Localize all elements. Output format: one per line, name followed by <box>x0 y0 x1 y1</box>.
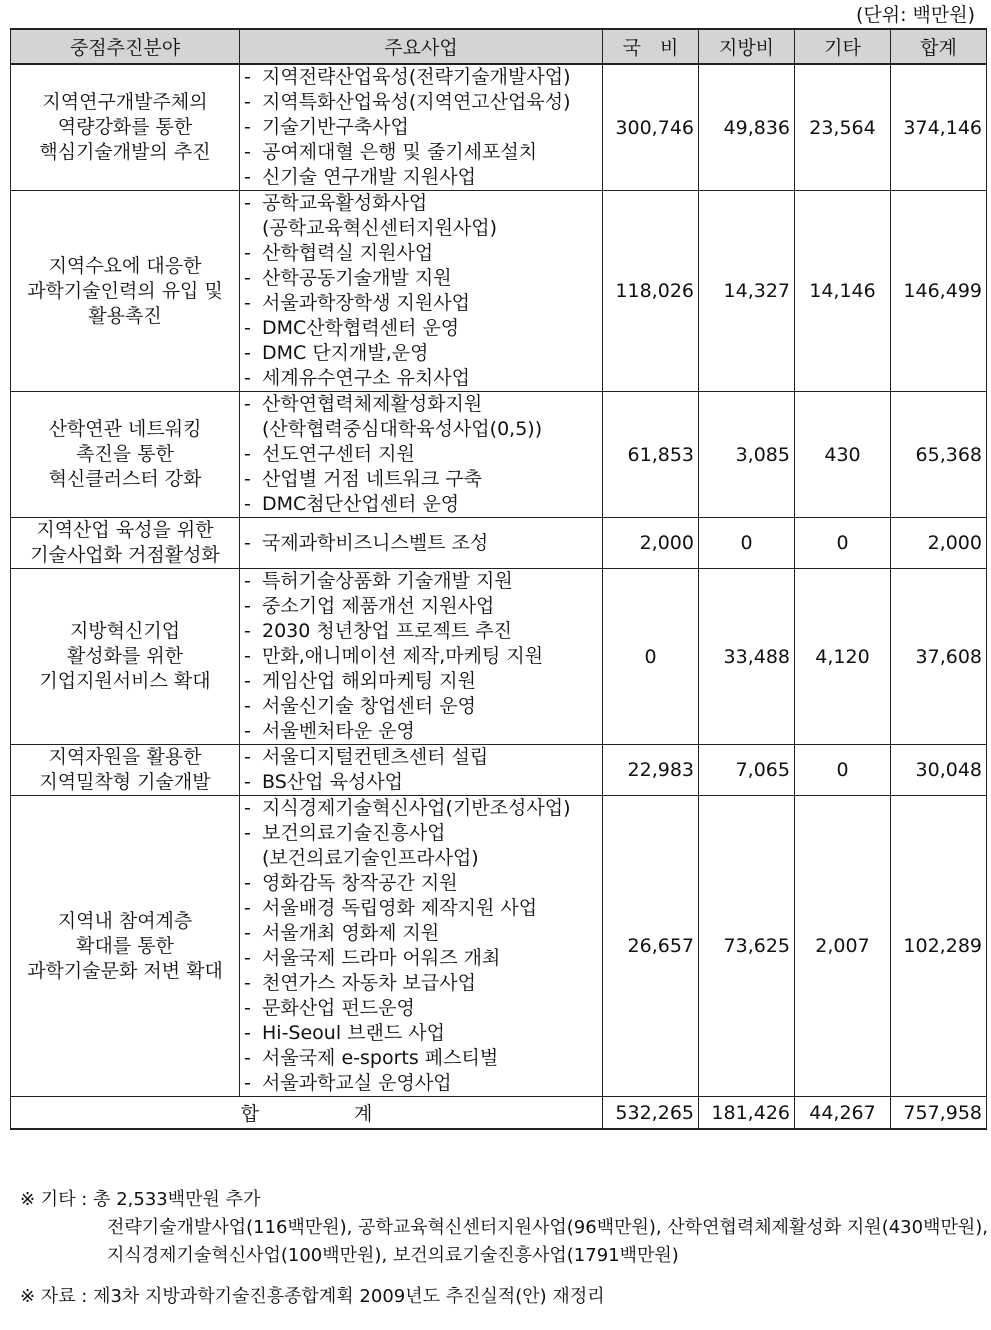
list-item <box>244 392 598 417</box>
total-cell: 146,499 <box>891 191 987 392</box>
project-name: 서울벤처타운 운영 <box>262 720 415 742</box>
list-item <box>244 745 598 770</box>
list-item <box>244 1046 598 1071</box>
list-item <box>244 569 598 594</box>
bullet-dash: - <box>244 1047 251 1069</box>
local-cell: 3,085 <box>699 392 795 518</box>
field-line: 역량강화를 통한 <box>57 116 193 138</box>
project-name: 중소기업 제품개선 지원사업 <box>262 595 495 617</box>
project-name: 선도연구센터 지원 <box>262 443 415 465</box>
project-name: (공학교육혁신센터지원사업) <box>262 217 498 239</box>
local-cell: 49,836 <box>699 64 795 191</box>
bullet-dash: - <box>244 1072 251 1094</box>
field-cell <box>11 796 240 1097</box>
project-cell <box>240 191 603 392</box>
project-name: 만화,애니메이션 제작,마케팅 지원 <box>262 645 544 667</box>
project-name: DMC첨단산업센터 운영 <box>262 493 460 515</box>
list-item <box>244 921 598 946</box>
list-item <box>244 946 598 971</box>
bullet-dash: - <box>244 493 251 515</box>
list-item <box>244 594 598 619</box>
note-line-2: 전략기술개발사업(116백만원), 공학교육혁신센터지원사업(96백만원), 산학연협력체제활성화 지원(430백만원), <box>107 1217 988 1238</box>
field-line: 지역연구개발주체의 <box>42 91 208 113</box>
project-name: 서울배경 독립영화 제작지원 사업 <box>262 897 538 919</box>
project-name: 서울디지털컨텐츠센터 설립 <box>262 746 489 768</box>
bullet-dash: - <box>244 670 251 692</box>
field-line: 과학기술문화 저변 확대 <box>27 959 223 982</box>
unit-label: (단위: 백만원) <box>855 4 975 26</box>
list-item <box>244 90 598 115</box>
project-name: 서울국제 e-sports 페스티벌 <box>262 1047 499 1069</box>
project-name: 문화산업 펀드운영 <box>262 997 415 1019</box>
project-name: 서울과학장학생 지원사업 <box>262 292 470 314</box>
table-row <box>11 191 987 392</box>
list-item <box>244 669 598 694</box>
field-line: 기업지원서비스 확대 <box>39 670 211 692</box>
field-line: 기술사업화 거점활성화 <box>30 544 220 566</box>
project-name: DMC산학협력센터 운영 <box>262 317 460 339</box>
bullet-dash: - <box>244 342 251 364</box>
list-item <box>244 971 598 996</box>
total-local: 181,426 <box>699 1097 795 1130</box>
national-cell: 118,026 <box>603 191 699 392</box>
list-item <box>244 821 598 846</box>
field-line: 지역수요에 대응한 <box>48 254 202 277</box>
other-cell: 430 <box>795 392 891 518</box>
table-row <box>11 392 987 518</box>
field-line: 산학연관 네트워킹 <box>48 418 202 440</box>
list-item <box>244 341 598 366</box>
total-cell: 102,289 <box>891 796 987 1097</box>
list-item <box>244 241 598 266</box>
table-row <box>11 796 987 1097</box>
list-item <box>244 896 598 921</box>
list-item <box>244 291 598 316</box>
project-list <box>244 392 598 517</box>
bullet-dash: - <box>244 897 251 919</box>
field-cell <box>11 64 240 191</box>
project-cell <box>240 392 603 518</box>
field-line: 지방혁신기업 <box>69 620 181 642</box>
project-name: 산학연협력체제활성화지원 <box>262 393 483 415</box>
list-item <box>244 366 598 391</box>
field-cell <box>11 745 240 796</box>
list-item <box>244 65 598 90</box>
other-cell: 0 <box>795 745 891 796</box>
bullet-dash: - <box>244 771 251 793</box>
national-cell: 2,000 <box>603 518 699 569</box>
project-name: Hi-Seoul 브랜드 사업 <box>262 1022 445 1044</box>
project-name: 산학협력실 지원사업 <box>262 242 434 264</box>
field-line: 지역내 참여계층 <box>57 909 193 932</box>
list-item <box>244 846 598 871</box>
note-line-1: ※ 기타 : 총 2,533백만원 추가 <box>20 1189 261 1210</box>
bullet-dash: - <box>244 620 251 642</box>
list-item <box>244 417 598 442</box>
field-line: 활용촉진 <box>88 304 162 327</box>
list-item <box>244 140 598 165</box>
total-row <box>11 1097 987 1130</box>
total-cell: 65,368 <box>891 392 987 518</box>
list-item <box>244 492 598 517</box>
project-name: 산업별 거점 네트워크 구축 <box>262 468 483 490</box>
project-name: 지역전략산업육성(전략기술개발사업) <box>262 66 571 88</box>
list-item <box>244 796 598 821</box>
project-name: BS산업 육성사업 <box>262 771 403 793</box>
project-name: 산학공동기술개발 지원 <box>262 267 452 289</box>
project-list <box>244 745 598 795</box>
field-line: 지역산업 육성을 위한 <box>36 519 214 541</box>
bullet-dash: - <box>244 595 251 617</box>
bullet-dash: - <box>244 267 251 289</box>
local-cell: 33,488 <box>699 569 795 745</box>
bullet-dash: - <box>244 468 251 490</box>
table-row <box>11 518 987 569</box>
bullet-dash: - <box>244 91 251 113</box>
project-name: 천연가스 자동차 보급사업 <box>262 972 476 994</box>
project-name: 보건의료기술진흥사업 <box>262 822 446 844</box>
project-name: 세계유수연구소 유치사업 <box>262 367 470 389</box>
project-name: (산학협력중심대학육성사업(0,5)) <box>262 418 543 440</box>
bullet-dash: - <box>244 242 251 264</box>
bullet-dash: - <box>244 531 251 554</box>
total-cell: 2,000 <box>891 518 987 569</box>
list-item <box>244 316 598 341</box>
project-cell <box>240 745 603 796</box>
header-national: 국 비 <box>603 29 699 64</box>
list-item <box>244 770 598 795</box>
project-name: 지식경제기술혁신사업(기반조성사업) <box>262 797 571 819</box>
project-name: 지역특화산업육성(지역연고산업육성) <box>262 91 571 113</box>
field-cell <box>11 569 240 745</box>
list-item <box>244 719 598 744</box>
project-name: 서울국제 드라마 어워즈 개최 <box>262 947 501 969</box>
project-cell <box>240 796 603 1097</box>
national-cell: 300,746 <box>603 64 699 191</box>
header-field: 중점추진분야 <box>11 29 240 64</box>
list-item <box>244 1071 598 1096</box>
bullet-dash: - <box>244 872 251 894</box>
project-list <box>244 796 598 1096</box>
bullet-dash: - <box>244 393 251 415</box>
bullet-dash: - <box>244 947 251 969</box>
list-item <box>244 531 598 556</box>
bullet-dash: - <box>244 1022 251 1044</box>
project-cell <box>240 569 603 745</box>
bullet-dash: - <box>244 166 251 188</box>
field-cell <box>11 392 240 518</box>
field-line: 촉진을 통한 <box>76 443 174 465</box>
list-item <box>244 467 598 492</box>
project-name: 서울과학교실 운영사업 <box>262 1072 452 1094</box>
national-cell: 0 <box>603 569 699 745</box>
list-item <box>244 996 598 1021</box>
list-item <box>244 1021 598 1046</box>
project-list <box>244 531 598 556</box>
notes <box>20 1186 988 1270</box>
field-line: 혁신클러스터 강화 <box>48 468 202 490</box>
header-project: 주요사업 <box>240 29 603 64</box>
total-other: 44,267 <box>795 1097 891 1130</box>
field-line: 핵심기술개발의 추진 <box>39 141 211 163</box>
list-item <box>244 115 598 140</box>
table-row <box>11 64 987 191</box>
field-line: 과학기술인력의 유입 및 <box>27 279 223 302</box>
local-cell: 0 <box>699 518 795 569</box>
bullet-dash: - <box>244 797 251 819</box>
bullet-dash: - <box>244 317 251 339</box>
budget-table <box>10 28 987 1130</box>
field-line: 지역밀착형 기술개발 <box>39 771 211 793</box>
project-name: 서울신기술 창업센터 운영 <box>262 695 476 717</box>
project-name: 서울개최 영화제 지원 <box>262 922 440 944</box>
total-cell: 30,048 <box>891 745 987 796</box>
project-name: 게임산업 해외마케팅 지원 <box>262 670 476 692</box>
table-row <box>11 745 987 796</box>
list-item <box>244 644 598 669</box>
bullet-dash: - <box>244 66 251 88</box>
local-cell: 7,065 <box>699 745 795 796</box>
header-total: 합계 <box>891 29 987 64</box>
national-cell: 26,657 <box>603 796 699 1097</box>
bullet-dash: - <box>244 746 251 768</box>
list-item <box>244 871 598 896</box>
header-local: 지방비 <box>699 29 795 64</box>
header-row <box>11 29 987 64</box>
total-cell: 374,146 <box>891 64 987 191</box>
project-name: DMC 단지개발,운영 <box>262 342 429 364</box>
header-other: 기타 <box>795 29 891 64</box>
project-name: (보건의료기술인프라사업) <box>262 847 479 869</box>
bullet-dash: - <box>244 645 251 667</box>
field-cell <box>11 191 240 392</box>
total-cell: 37,608 <box>891 569 987 745</box>
other-cell: 2,007 <box>795 796 891 1097</box>
bullet-dash: - <box>244 443 251 465</box>
source-note: ※ 자료 : 제3차 지방과학기술진흥종합계획 2009년도 추진실적(안) 재정리 <box>20 1286 605 1307</box>
project-cell <box>240 64 603 191</box>
project-list <box>244 569 598 744</box>
bullet-dash: - <box>244 695 251 717</box>
national-cell: 22,983 <box>603 745 699 796</box>
bullet-dash: - <box>244 192 251 214</box>
table-row <box>11 569 987 745</box>
other-cell: 23,564 <box>795 64 891 191</box>
project-cell <box>240 518 603 569</box>
list-item <box>244 191 598 216</box>
other-cell: 0 <box>795 518 891 569</box>
project-name: 특허기술상품화 기술개발 지원 <box>262 570 513 592</box>
bullet-dash: - <box>244 972 251 994</box>
project-name: 공여제대혈 은행 및 줄기세포설치 <box>262 141 538 163</box>
field-line: 지역자원을 활용한 <box>48 746 202 768</box>
field-line: 활성화를 위한 <box>66 645 184 667</box>
list-item <box>244 216 598 241</box>
other-cell: 4,120 <box>795 569 891 745</box>
project-name: 기술기반구축사업 <box>262 116 409 138</box>
list-item <box>244 442 598 467</box>
total-label: 합 계 <box>11 1097 603 1130</box>
bullet-dash: - <box>244 570 251 592</box>
project-list <box>244 65 598 190</box>
field-cell <box>11 518 240 569</box>
bullet-dash: - <box>244 997 251 1019</box>
project-name: 2030 청년창업 프로젝트 추진 <box>262 620 513 642</box>
project-name: 국제과학비즈니스벨트 조성 <box>262 531 489 554</box>
list-item <box>244 619 598 644</box>
project-name: 영화감독 창작공간 지원 <box>262 872 458 894</box>
list-item <box>244 266 598 291</box>
field-line: 확대를 통한 <box>76 934 174 957</box>
list-item <box>244 694 598 719</box>
project-list <box>244 191 598 391</box>
national-cell: 61,853 <box>603 392 699 518</box>
list-item <box>244 165 598 190</box>
total-sum: 757,958 <box>891 1097 987 1130</box>
total-national: 532,265 <box>603 1097 699 1130</box>
bullet-dash: - <box>244 720 251 742</box>
other-cell: 14,146 <box>795 191 891 392</box>
project-name: 신기술 연구개발 지원사업 <box>262 166 476 188</box>
bullet-dash: - <box>244 367 251 389</box>
bullet-dash: - <box>244 116 251 138</box>
bullet-dash: - <box>244 922 251 944</box>
note-line-3: 지식경제기술혁신사업(100백만원), 보건의료기술진흥사업(1791백만원) <box>107 1245 679 1266</box>
local-cell: 73,625 <box>699 796 795 1097</box>
project-name: 공학교육활성화사업 <box>262 192 428 214</box>
bullet-dash: - <box>244 141 251 163</box>
local-cell: 14,327 <box>699 191 795 392</box>
bullet-dash: - <box>244 292 251 314</box>
bullet-dash: - <box>244 822 251 844</box>
